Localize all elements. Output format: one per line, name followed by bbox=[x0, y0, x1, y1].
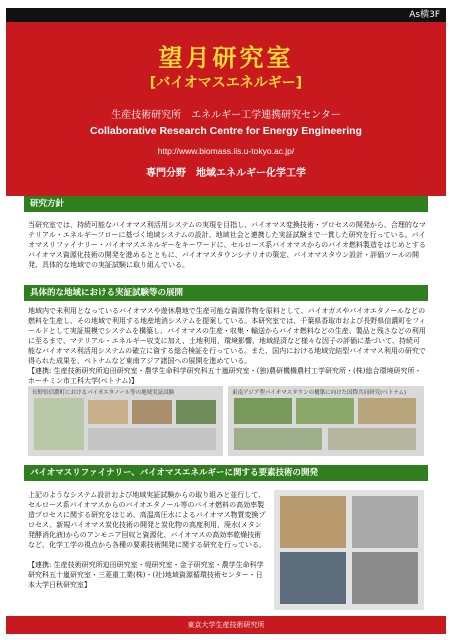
photo-panel-nagano bbox=[28, 386, 223, 456]
photo-panel-vietnam bbox=[228, 386, 424, 456]
map-image bbox=[34, 398, 84, 450]
microscope-photo bbox=[280, 552, 346, 604]
section-text-policy: 当研究室では、持続可能なバイオマス利活用システムの実現を目指し、バイオマス変換技術・プロセスの開発から、合理的なマテリアル・エネルギーフローに基づく地域システムの設計、地域社会と連携した実証試験まで一貫した研究を行っている。バイオマスリファイナリー・バイオマスエネルギーをキーワードに、セルロース系バイオマスからのバイオ燃料製造をはじめとするバイオマス資源化技術の開発を進めるとともに、バイオマスタウンシナリオの策定、バイオマスタウン設計・評価ツールの開発、具体的な地域での実証試験に取り組んでいる。 bbox=[28, 221, 426, 269]
workshop-photo bbox=[328, 428, 416, 450]
top-bar bbox=[6, 8, 446, 22]
lab-subtitle: [バイオマスエネルギー] bbox=[149, 75, 303, 91]
apparatus-photo bbox=[352, 552, 418, 604]
photo-caption-vietnam: 東南アジア型バイオマスタウンの構築に向けた国際共同研究(ベトナム) bbox=[232, 390, 407, 396]
reactor-photo bbox=[352, 496, 418, 548]
header-banner bbox=[6, 22, 446, 196]
footer-text: 東京大学生産技術研究所 bbox=[187, 621, 265, 629]
section-collab-field-trials: 【連携: 生産技術研究所迫田研究室・農学生命科学研究科五十嵐研究室・(独)農研機構農村工学研究所・(株)総合環境研究所・ホーチミン市工科大学(ベトナム)】 bbox=[28, 367, 422, 385]
section-heading-field-trials bbox=[24, 285, 428, 301]
farm-photo bbox=[234, 428, 322, 450]
section-text-elemental-tech: 上記のようなシステム設計および地域実証試験からの取り組みと並行して、セルロース系バイオマスからのバイオエタノール等のバイオ燃料の高効率製造プロセスに関する研究をはじめ、高温高圧水によるバイオマス物質変換プロセス、新規バイオマス炭化技術の開発と炭化物の高度利用、廃水(メタン発酵消化液)からのアンモニア回収と資源化、バイオマスの高効率乾燥技術など、化学工学の視点から各種の要素技術開発に関する研究を行っている。 bbox=[28, 491, 266, 549]
section-heading-text: 具体的な地域における実証試験等の展開 bbox=[30, 288, 184, 298]
section-text-field-trials: 地域内で未利用となっているバイオマスや遊休農地で生産可能な資源作物を原料として、バイオガスやバイオエタノールなどの燃料を生産し、その地域で利用する地産地消システムを提案している。本研究室では、千葉県香取市および長野県信濃町をフィールドとして実証規模でシステムを構築し、バイオマスの生産・収集・輸送からバイオ燃料などの生産、製品と残さなどの利用に至るまで、マテリアル・エネルギー収支に加え、土地利用、環境影響、地域経済など様々な因子の評価に基づいて、持続可能なバイオマス利活用システムの確立に資する総合検証を行っている。また、国内における地域完結型バイオマス利用の研究で得られた成果を、ベトナムなど東南アジア諸国への展開を進めている。 bbox=[28, 307, 426, 365]
lab-url[interactable]: http://www.biomass.iis.u-tokyo.ac.jp/ bbox=[157, 146, 295, 156]
research-field: 専門分野 地域エネルギー化学工学 bbox=[146, 168, 306, 179]
process-diagram bbox=[88, 428, 216, 450]
rice-field-photo bbox=[234, 398, 292, 424]
field-photo bbox=[176, 400, 216, 424]
biomass-photo bbox=[280, 496, 346, 548]
footer-banner bbox=[6, 616, 446, 634]
section-heading-text: 研究方針 bbox=[30, 199, 65, 209]
photo-panel-lab bbox=[274, 490, 424, 610]
section-collab-elemental-tech: 【連携: 生産技術研究所迫田研究室・堤研究室・金子研究室・農学生命科学研究科五十嵐研究室・三菱重工業(株)・(社)地域資源循環技術センター・日本大学日秋研究室】 bbox=[28, 561, 264, 589]
section-heading-policy bbox=[24, 196, 428, 212]
crop-photo bbox=[88, 400, 128, 424]
lab-title: 望月研究室 bbox=[158, 44, 294, 72]
facility-photo bbox=[358, 398, 416, 424]
institute-english: Collaborative Research Centre for Energy Engineering bbox=[90, 125, 362, 137]
section-heading-text: バイオマスリファイナリー、バイオマスエネルギーに関する要素技術の開発 bbox=[30, 468, 318, 478]
photo-caption-nagano: 長野県信濃町におけるバイオエタノール等の地域実証試験 bbox=[32, 390, 175, 396]
equipment-photo bbox=[132, 400, 172, 424]
institute-japanese: 生産技術研究所 エネルギー工学連携研究センター bbox=[111, 110, 341, 121]
location-tag: As横3F bbox=[409, 10, 440, 20]
village-photo bbox=[296, 398, 354, 424]
section-heading-elemental-tech bbox=[24, 465, 428, 481]
